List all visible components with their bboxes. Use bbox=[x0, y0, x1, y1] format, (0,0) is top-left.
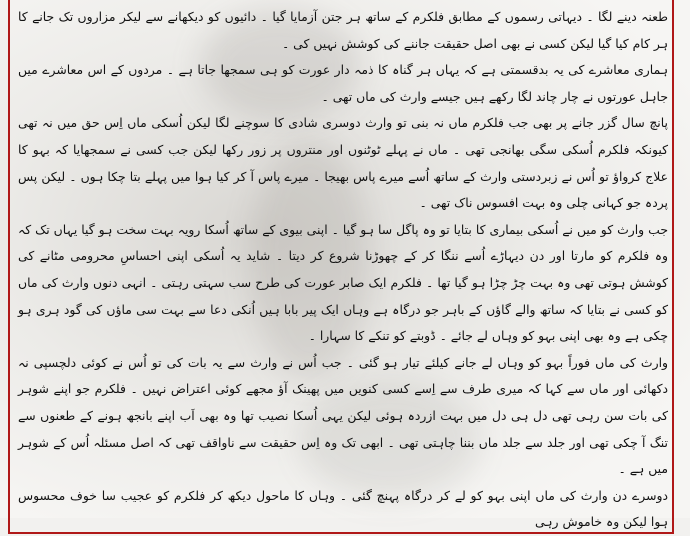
article-paragraph-6: دوسرے دن وارث کی ماں اپنی بہو کو لے کر درگاہ پہنچ گئی ۔ وہاں کا ماحول دیکھ کر فلکرم کو عجیب سا خوف محسوس ہوا لیکن وہ خاموش رہی bbox=[18, 487, 668, 530]
article-paragraph-2: ہماری معاشرے کی یہ بدقسمتی ہے کہ یہاں ہر گناہ کا ذمہ دار عورت کو ہی سمجھا جاتا ہے ۔ مردوں کے اس معاشرے میں جاہل عورتوں نے چار چاند لگا رکھے ہیں جیسے وارث کی ماں تھی ۔ bbox=[18, 62, 668, 104]
article-paragraph-3: پانچ سال گزر جانے پر بھی جب فلکرم ماں نہ بنی تو وارث دوسری شادی کا سوچنے لگا لیکن اُسکی ماں اِس حق میں نہ تھی کیونکہ فلکرم اُسکی سگی بھانجی تھی ۔ ماں نے پہلے ٹوٹنوں اور منتروں پر زور رکھا لیکن جب کسی نے سمجھایا کہ بہو کا علاج کرواؤ تو اُس نے زبردستی وارث کے ساتھ اُسے میرے پاس بھیجا ۔ میرے پاس آ کر کیا ہوا میں پہلے بتا چکا ہوں ۔ لیکن پس پردہ جو کہانی چلی وہ بہت افسوس ناک تھی ۔ bbox=[18, 115, 668, 211]
article-paragraph-5: وارث کی ماں فوراً بہو کو وہاں لے جانے کیلئے تیار ہو گئی ۔ جب اُس نے وارث سے یہ بات کی تو اُس نے کوئی دلچسپی نہ دکھائی اور ماں سے کہا کہ میری طرف سے اِسے کسی کنویں میں پھینک آؤ مجھے کوئی اعتراض نہیں ۔ فلکرم جو اپنے شوہر کی بات سن رہی تھی دل ہی دل میں بہت ازردہ ہوئی لیکن یہی اُسکا نصیب تھا وہ بھی اَب اپنے بانجھ ہونے کے طعنوں سے تنگ آ چکی تھی اور جلد سے جلد ماں بننا چاہتی تھی ۔ ابھی تک وہ اِس حقیقت سے ناواقف تھی کہ اصل مسئلہ اُس کے شوہر میں ہے ۔ bbox=[18, 354, 668, 477]
article-body bbox=[18, 4, 668, 536]
article-paragraph-1: طعنہ دینے لگا ۔ دیہاتی رسموں کے مطابق فلکرم کے ساتھ ہر جتن آزمایا گیا ۔ دائیوں کو دیکھانے سے لیکر مزاروں تک جانے کا ہر کام کیا گیا لیکن کسی نے بھی اصل حقیقت جاننے کی کوشش نہیں کی ۔ bbox=[18, 9, 668, 51]
article-paragraph-4: جب وارث کو میں نے اُسکی بیماری کا بتایا تو وہ پاگل سا ہو گیا ۔ اپنی بیوی کے ساتھ اُسکا رویہ بہت سخت ہو گیا یہاں تک کہ وہ فلکرم کو مارتا اور دن دیہاڑے اُسے ننگا کر کے چھوڑنا شروع کر دیتا ۔ شاید یہ اُسکی اپنی احساسِ محرومی مٹانے کی کوشش ہوتی تھی وہ بہت چڑ چڑا ہو گیا تھا ۔ فلکرم ایک صابر عورت کی طرح سب سہتی رہتی ۔ انہی دنوں وارث کی ماں کو کسی نے بتایا کہ ساتھ والے گاؤں کے باہر جو درگاہ ہے وہاں ایک پیر بابا ہیں اُنکی دعا سے بہت سی ماؤں کی گود ہری ہو چکی ہے وہ بھی اپنی بہو کو وہاں لے جائے ۔ ڈوبتے کو تنکے کا سہارا ۔ bbox=[18, 221, 668, 344]
